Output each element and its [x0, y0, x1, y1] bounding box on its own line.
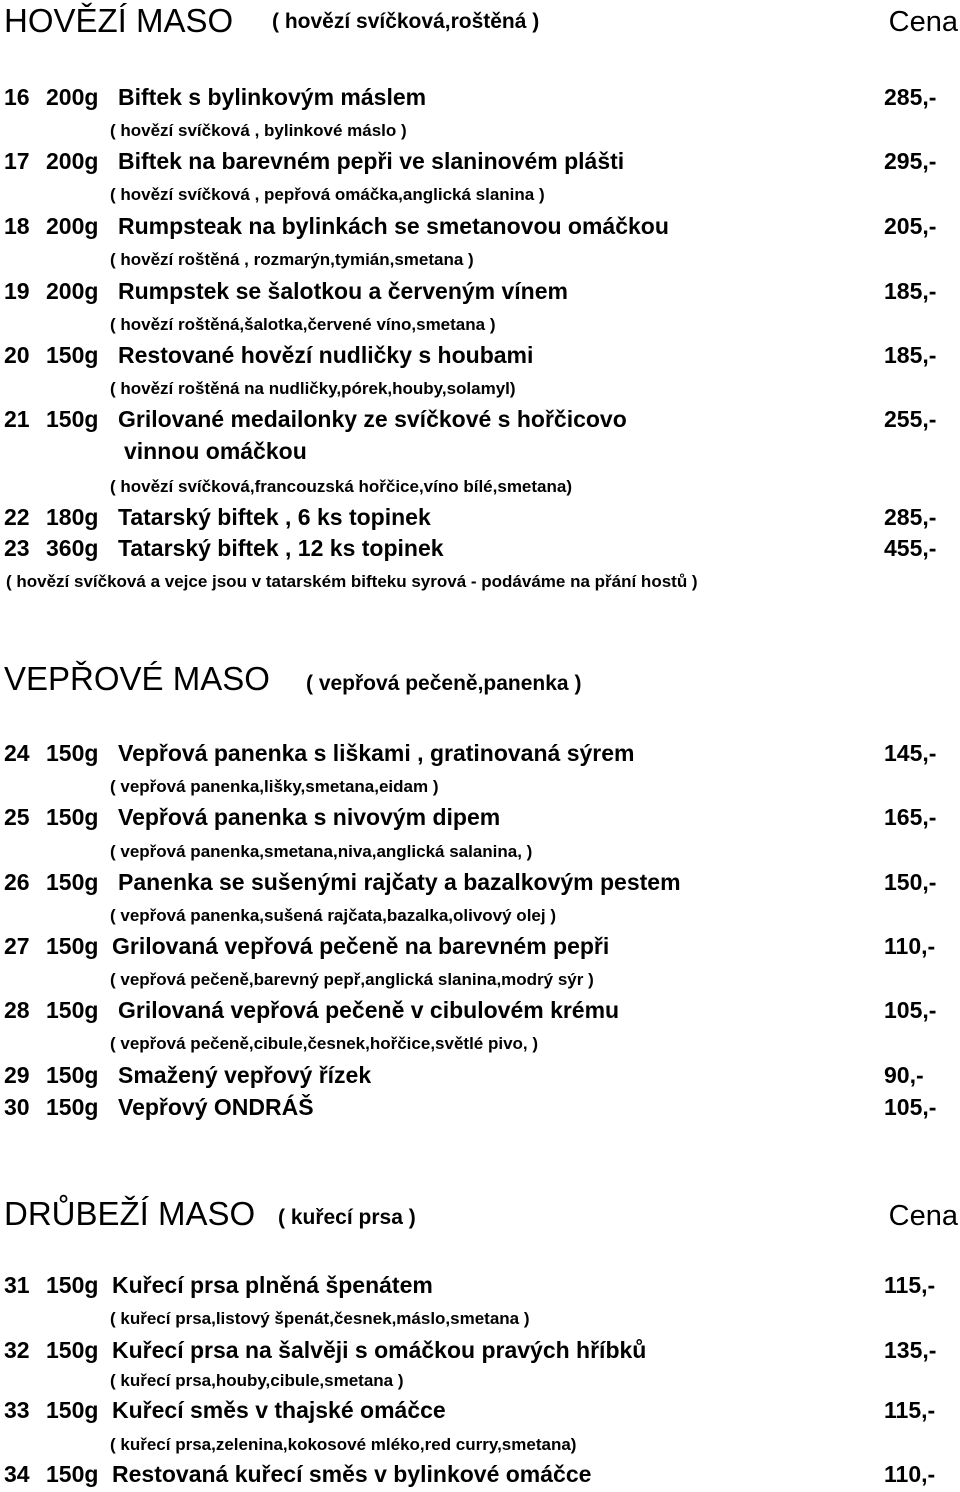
item-price: 105,- [884, 997, 937, 1023]
item-weight: 200g [46, 84, 99, 110]
item-ingredients: ( vepřová pečeně,cibule,česnek,hořčice,světlé pivo, ) [110, 1034, 539, 1053]
menu-item-32 [0, 1337, 960, 1367]
item-price: 455,- [884, 535, 937, 561]
item-weight: 200g [46, 148, 99, 174]
item-number: 28 [4, 997, 30, 1023]
item-price: 145,- [884, 740, 937, 766]
item-number: 26 [4, 869, 30, 895]
menu-item-26 [0, 869, 960, 899]
item-weight: 150g [46, 1062, 99, 1088]
item-price: 185,- [884, 278, 937, 304]
item-ingredients: ( kuřecí prsa,listový špenát,česnek,máslo,smetana ) [110, 1309, 530, 1328]
item-number: 19 [4, 278, 30, 304]
item-ingredients: ( kuřecí prsa,houby,cibule,smetana ) [110, 1371, 404, 1390]
item-name: Rumpstek se šalotkou a červeným vínem [118, 278, 568, 304]
item-name: Tatarský biftek , 6 ks topinek [118, 504, 431, 530]
menu-item-27 [0, 933, 960, 963]
item-price: 135,- [884, 1337, 937, 1363]
item-weight: 150g [46, 804, 99, 830]
item-name: Biftek na barevném pepři ve slaninovém plášti [118, 148, 625, 174]
item-price: 165,- [884, 804, 937, 830]
item-ingredients: ( vepřová panenka,lišky,smetana,eidam ) [110, 777, 439, 796]
item-weight: 200g [46, 213, 99, 239]
menu-item-23 [0, 535, 960, 565]
item-price: 105,- [884, 1094, 937, 1120]
menu-item-25 [0, 804, 960, 834]
item-number: 18 [4, 213, 30, 239]
menu-item-24 [0, 740, 960, 770]
item-weight: 150g [46, 1272, 99, 1298]
item-name: Panenka se sušenými rajčaty a bazalkovým pestem [118, 869, 681, 895]
item-number: 22 [4, 504, 30, 530]
section-title-pork: VEPŘOVÉ MASO [4, 660, 270, 697]
section-title-beef: HOVĚZÍ MASO [4, 2, 234, 39]
item-number: 29 [4, 1062, 30, 1088]
item-name: Grilovaná vepřová pečeně v cibulovém krému [118, 997, 620, 1023]
item-number: 17 [4, 148, 30, 174]
item-name-continued: vinnou omáčkou [124, 438, 307, 464]
item-price: 90,- [884, 1062, 924, 1088]
item-name: Grilované medailonky ze svíčkové s hořčicovo [118, 406, 627, 432]
item-price: 255,- [884, 406, 937, 432]
item-price: 285,- [884, 504, 937, 530]
item-name: Vepřový ONDRÁŠ [118, 1094, 314, 1120]
item-ingredients: ( hovězí svíčková , bylinkové máslo ) [110, 121, 407, 140]
item-name: Tatarský biftek , 12 ks topinek [118, 535, 444, 561]
item-weight: 200g [46, 278, 99, 304]
menu-item-20 [0, 342, 960, 372]
item-number: 31 [4, 1272, 30, 1298]
item-ingredients: ( kuřecí prsa,zelenina,kokosové mléko,red curry,smetana) [110, 1435, 577, 1454]
item-weight: 150g [46, 1461, 99, 1487]
item-ingredients: ( hovězí roštěná na nudličky,pórek,houby,solamyl) [110, 379, 516, 398]
item-price: 110,- [884, 1461, 936, 1487]
item-weight: 150g [46, 1094, 99, 1120]
item-ingredients: ( hovězí roštěná , rozmarýn,tymián,smetana ) [110, 250, 474, 269]
item-price: 185,- [884, 342, 937, 368]
item-number: 32 [4, 1337, 30, 1363]
menu-item-16 [0, 84, 960, 114]
section-title-poultry: DRŮBEŽÍ MASO [4, 1195, 256, 1232]
item-price: 110,- [884, 933, 936, 959]
item-price: 150,- [884, 869, 937, 895]
menu-item-19 [0, 278, 960, 308]
menu-item-29 [0, 1062, 960, 1092]
item-name: Restované hovězí nudličky s houbami [118, 342, 534, 368]
item-ingredients: ( hovězí roštěná,šalotka,červené víno,smetana ) [110, 315, 496, 334]
item-name: Vepřová panenka s nivovým dipem [118, 804, 501, 830]
section-subtitle-beef: ( hovězí svíčková,roštěná ) [272, 10, 540, 33]
price-header-poultry: Cena [888, 1200, 958, 1232]
menu-item-33 [0, 1397, 960, 1427]
item-number: 20 [4, 342, 30, 368]
section-subtitle-poultry: ( kuřecí prsa ) [278, 1206, 416, 1229]
item-number: 33 [4, 1397, 30, 1423]
item-price: 285,- [884, 84, 937, 110]
item-ingredients: ( vepřová panenka,sušená rajčata,bazalka,olivový olej ) [110, 906, 556, 925]
item-weight: 150g [46, 869, 99, 895]
item-price: 205,- [884, 213, 937, 239]
item-number: 27 [4, 933, 30, 959]
menu-item-31 [0, 1272, 960, 1302]
item-name: Vepřová panenka s liškami , gratinovaná sýrem [118, 740, 635, 766]
item-name: Biftek s bylinkovým máslem [118, 84, 427, 110]
item-name: Smažený vepřový řízek [118, 1062, 372, 1088]
menu-item-28 [0, 997, 960, 1027]
menu-item-30 [0, 1094, 960, 1124]
item-weight: 150g [46, 1337, 99, 1363]
item-number: 24 [4, 740, 30, 766]
item-name: Kuřecí prsa na šalvěji s omáčkou pravých hříbků [112, 1337, 647, 1363]
item-weight: 150g [46, 342, 99, 368]
item-name: Kuřecí směs v thajské omáčce [112, 1397, 446, 1423]
item-number: 30 [4, 1094, 30, 1120]
menu-item-18 [0, 213, 960, 243]
item-name: Rumpsteak na bylinkách se smetanovou omáčkou [118, 213, 669, 239]
item-number: 16 [4, 84, 30, 110]
item-ingredients: ( hovězí svíčková , pepřová omáčka,anglická slanina ) [110, 185, 545, 204]
item-number: 21 [4, 406, 30, 432]
item-weight: 150g [46, 933, 99, 959]
item-number: 25 [4, 804, 30, 830]
menu-item-34 [0, 1461, 960, 1491]
item-price: 115,- [884, 1272, 936, 1298]
item-weight: 150g [46, 997, 99, 1023]
item-weight: 150g [46, 740, 99, 766]
menu-item-22 [0, 504, 960, 534]
item-weight: 150g [46, 1397, 99, 1423]
item-ingredients: ( vepřová panenka,smetana,niva,anglická salanina, ) [110, 842, 533, 861]
item-ingredients: ( vepřová pečeně,barevný pepř,anglická slanina,modrý sýr ) [110, 970, 594, 989]
menu-item-17 [0, 148, 960, 178]
item-price: 115,- [884, 1397, 936, 1423]
item-weight: 360g [46, 535, 99, 561]
item-weight: 180g [46, 504, 99, 530]
item-weight: 150g [46, 406, 99, 432]
section-subtitle-pork: ( vepřová pečeně,panenka ) [306, 672, 582, 695]
item-name: Kuřecí prsa plněná špenátem [112, 1272, 433, 1298]
item-number: 23 [4, 535, 30, 561]
menu-item-21 [0, 406, 960, 436]
item-name: Restovaná kuřecí směs v bylinkové omáčce [112, 1461, 592, 1487]
price-header-beef: Cena [888, 6, 958, 38]
item-number: 34 [4, 1461, 30, 1487]
tatar-note: ( hovězí svíčková a vejce jsou v tatarském bifteku syrová - podáváme na přání hostů ) [6, 572, 698, 591]
item-ingredients: ( hovězí svíčková,francouzská hořčice,víno bílé,smetana) [110, 477, 573, 496]
item-name: Grilovaná vepřová pečeně na barevném pepři [112, 933, 610, 959]
item-price: 295,- [884, 148, 937, 174]
